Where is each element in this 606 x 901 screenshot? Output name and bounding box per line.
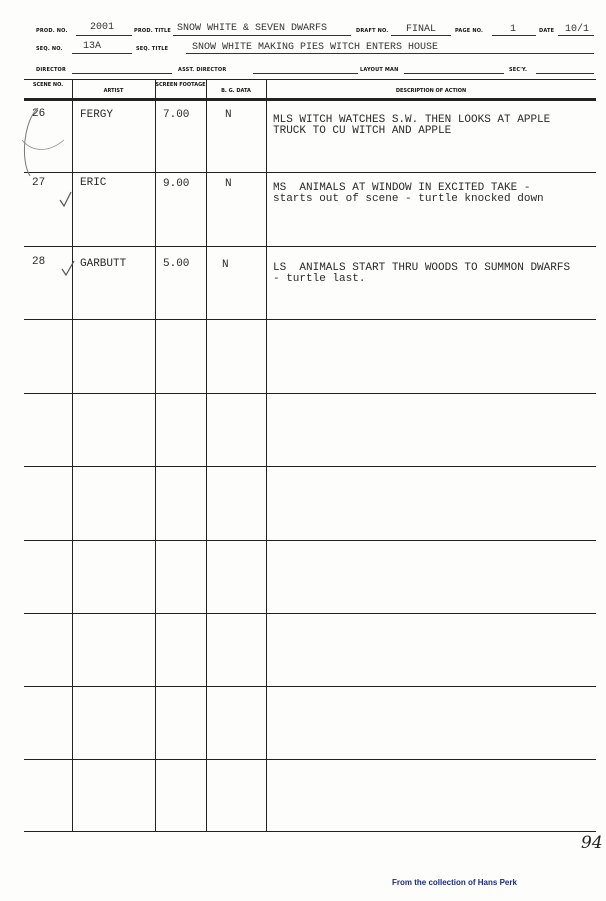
- action-description: MS ANIMALS AT WINDOW IN EXCITED TAKE - starts out of scene - turtle knocked down: [273, 182, 544, 205]
- col-header-bg-data: B. G. DATA: [221, 88, 251, 94]
- seq-no-value: 13A: [83, 41, 102, 52]
- pencil-circle-mark: [16, 100, 76, 190]
- scene-number: 26: [32, 108, 46, 120]
- artist-name: ERIC: [80, 177, 107, 189]
- prod-title-label: PROD. TITLE: [134, 28, 172, 34]
- collection-credit: From the collection of Hans Perk: [392, 878, 517, 887]
- screen-footage: 9.00: [163, 178, 190, 190]
- checkmark-icon: [60, 260, 76, 280]
- draft-no-value: FINAL: [406, 24, 437, 35]
- draft-no-label: DRAFT NO.: [356, 28, 389, 34]
- col-header-footage: SCREEN FOOTAGE: [155, 82, 206, 88]
- page-number: 94: [581, 833, 603, 853]
- layout-man-label: LAYOUT MAN: [360, 67, 399, 73]
- prod-no-label: PROD. NO.: [36, 28, 68, 34]
- seq-title-label: SEQ. TITLE: [136, 46, 169, 52]
- seq-no-label: SEQ. NO.: [36, 46, 63, 52]
- bg-data: N: [225, 109, 232, 121]
- asst-director-label: ASST. DIRECTOR: [178, 67, 227, 73]
- bg-data: N: [222, 259, 229, 271]
- director-label: DIRECTOR: [36, 67, 67, 73]
- scene-number: 28: [32, 256, 46, 268]
- action-description: LS ANIMALS START THRU WOODS TO SUMMON DWARFS - turtle last.: [273, 262, 571, 285]
- secy-label: SEC'Y.: [509, 67, 528, 73]
- screen-footage: 5.00: [163, 258, 190, 270]
- date-label: DATE: [539, 28, 555, 34]
- seq-title-value: SNOW WHITE MAKING PIES WITCH ENTERS HOUSE: [192, 42, 439, 53]
- col-header-scene: SCENE NO.: [32, 82, 64, 88]
- screen-footage: 7.00: [163, 109, 190, 121]
- prod-no-value: 2001: [90, 22, 115, 33]
- col-header-description: DESCRIPTION OF ACTION: [395, 88, 467, 94]
- artist-name: GARBUTT: [80, 258, 127, 270]
- prod-title-value: SNOW WHITE & SEVEN DWARFS: [177, 23, 328, 34]
- scene-number: 27: [32, 177, 46, 189]
- action-description: MLS WITCH WATCHES S.W. THEN LOOKS AT APPLE TRUCK TO CU WITCH AND APPLE: [273, 114, 551, 137]
- page-no-value: 1: [510, 24, 517, 35]
- page-no-label: PAGE NO.: [455, 28, 484, 34]
- checkmark-icon: [58, 190, 74, 210]
- date-value: 10/1: [565, 24, 590, 35]
- bg-data: N: [225, 178, 232, 190]
- col-header-artist: ARTIST: [103, 88, 124, 94]
- artist-name: FERGY: [80, 109, 114, 121]
